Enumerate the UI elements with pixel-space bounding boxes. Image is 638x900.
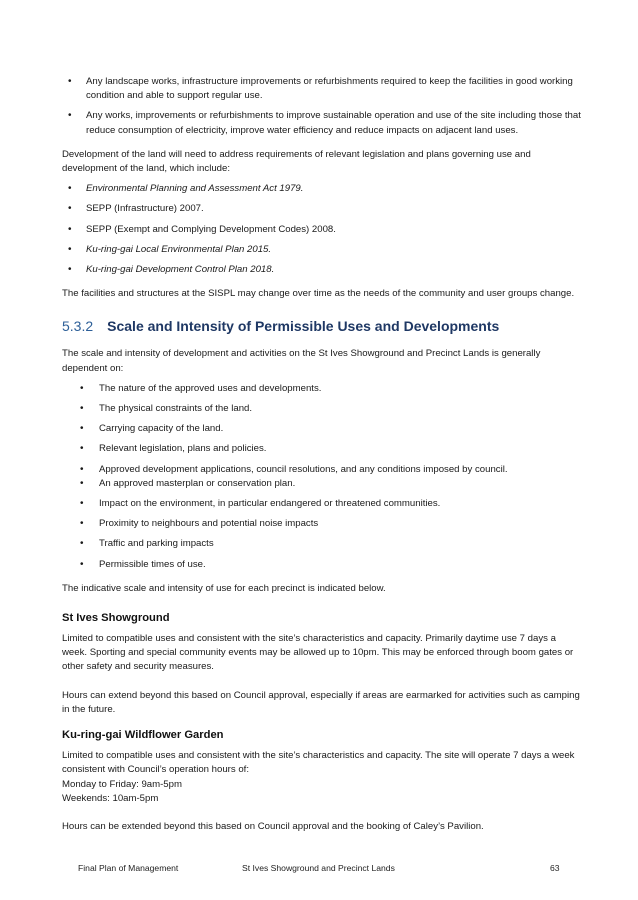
- wildflower-hours-weekday: Monday to Friday: 9am-5pm: [62, 778, 182, 790]
- bullet-icon: •: [68, 110, 72, 122]
- section-number: 5.3.2: [62, 318, 94, 335]
- bullet-icon: •: [80, 403, 84, 415]
- bullet-icon: •: [68, 264, 72, 276]
- list-item-text: Traffic and parking impacts: [99, 538, 214, 550]
- list-item: [62, 558, 582, 572]
- scale-factor-list: [62, 382, 582, 572]
- list-item: [62, 477, 582, 491]
- page-number: 63: [550, 863, 560, 873]
- bullet-icon: •: [80, 477, 84, 489]
- list-item: [62, 223, 582, 237]
- list-item-text: Any works, improvements or refurbishments to improve sustainable operation and use of the site including those that reduce consumption of electricity, improve water efficiency and reduce impacts on adjacent land uses.: [86, 110, 581, 136]
- bullet-icon: •: [80, 518, 84, 530]
- list-item-text: SEPP (Exempt and Complying Development Codes) 2008.: [86, 223, 336, 235]
- bullet-icon: •: [80, 498, 84, 510]
- wildflower-heading: Ku-ring-gai Wildflower Garden: [62, 729, 224, 742]
- bullet-icon: •: [68, 203, 72, 215]
- list-item-text: Permissible times of use.: [99, 558, 206, 570]
- list-item: [62, 382, 582, 396]
- footer-document-title: Final Plan of Management: [78, 863, 179, 873]
- list-item: [62, 537, 582, 551]
- intro-bullet-list: [62, 75, 582, 138]
- list-item-text: Proximity to neighbours and potential noise impacts: [99, 518, 319, 530]
- bullet-icon: •: [80, 463, 84, 475]
- bullet-icon: •: [68, 223, 72, 235]
- wildflower-para-1: Limited to compatible uses and consistent with the site’s characteristics and capacity. The site will operate 7 days a week consistent with Council’s operation hours of:: [62, 750, 575, 776]
- list-item: [62, 202, 582, 216]
- page-footer: [0, 861, 638, 875]
- list-item-text: The nature of the approved uses and developments.: [99, 382, 322, 394]
- list-item: [62, 75, 582, 103]
- list-item: [62, 442, 582, 456]
- indicative-text: The indicative scale and intensity of use for each precinct is indicated below.: [62, 582, 386, 594]
- section-heading: [62, 317, 582, 335]
- list-item: [62, 497, 582, 511]
- list-item-text: Impact on the environment, in particular endangered or threatened communities.: [99, 498, 441, 510]
- bullet-icon: •: [80, 558, 84, 570]
- bullet-icon: •: [80, 382, 84, 394]
- showground-heading: St Ives Showground: [62, 612, 170, 625]
- list-item-text: The physical constraints of the land.: [99, 403, 253, 415]
- list-item: [62, 182, 582, 196]
- list-item: [62, 402, 582, 416]
- list-item: [62, 517, 582, 531]
- list-item: [62, 109, 582, 137]
- footer-site-name: St Ives Showground and Precinct Lands: [242, 863, 395, 873]
- showground-para-2: Hours can extend beyond this based on Council approval, especially if areas are earmarked for activities such as camping in the future.: [62, 689, 580, 715]
- list-item: [62, 243, 582, 257]
- bullet-icon: •: [68, 183, 72, 195]
- facilities-change-text: The facilities and structures at the SISPL may change over time as the needs of the community and user groups change.: [62, 288, 575, 300]
- list-item-text: Approved development applications, council resolutions, and any conditions imposed by council.: [99, 463, 508, 475]
- showground-para-1: Limited to compatible uses and consistent with the site’s characteristics and capacity. Primarily daytime use 7 days a week. Sporting and special community events may be allowed up to 10pm. This may be enforced through boom gates or other safety and security measures.: [62, 633, 574, 673]
- list-item: [62, 463, 582, 477]
- document-body: [62, 75, 582, 834]
- wildflower-hours-weekend: Weekends: 10am-5pm: [62, 792, 159, 804]
- section-title: Scale and Intensity of Permissible Uses and Developments: [107, 318, 500, 335]
- bullet-icon: •: [80, 423, 84, 435]
- bullet-icon: •: [80, 538, 84, 550]
- bullet-icon: •: [80, 443, 84, 455]
- list-item-text: Ku-ring-gai Local Environmental Plan 2015.: [86, 243, 272, 255]
- list-item-text: Environmental Planning and Assessment Act 1979.: [86, 183, 304, 195]
- list-item: [62, 263, 582, 277]
- wildflower-para-2: Hours can be extended beyond this based on Council approval and the booking of Caley’s Pavilion.: [62, 820, 484, 832]
- list-item-text: Relevant legislation, plans and policies.: [99, 443, 267, 455]
- legislation-intro: Development of the land will need to address requirements of relevant legislation and plans governing use and development of the land, which include:: [62, 148, 531, 175]
- bullet-icon: •: [68, 243, 72, 255]
- bullet-icon: •: [68, 76, 72, 87]
- scale-intro: The scale and intensity of development and activities on the St Ives Showground and Precinct Lands is generally dependent on:: [62, 348, 541, 374]
- list-item-text: Carrying capacity of the land.: [99, 423, 224, 435]
- list-item-text: Any landscape works, infrastructure improvements or refurbishments required to keep the facilities in good working condition and able to support regular use.: [86, 76, 573, 102]
- list-item: [62, 422, 582, 436]
- list-item-text: An approved masterplan or conservation plan.: [99, 477, 296, 489]
- list-item-text: Ku-ring-gai Development Control Plan 2018.: [86, 264, 275, 276]
- list-item-text: SEPP (Infrastructure) 2007.: [86, 203, 204, 215]
- legislation-list: [62, 182, 582, 277]
